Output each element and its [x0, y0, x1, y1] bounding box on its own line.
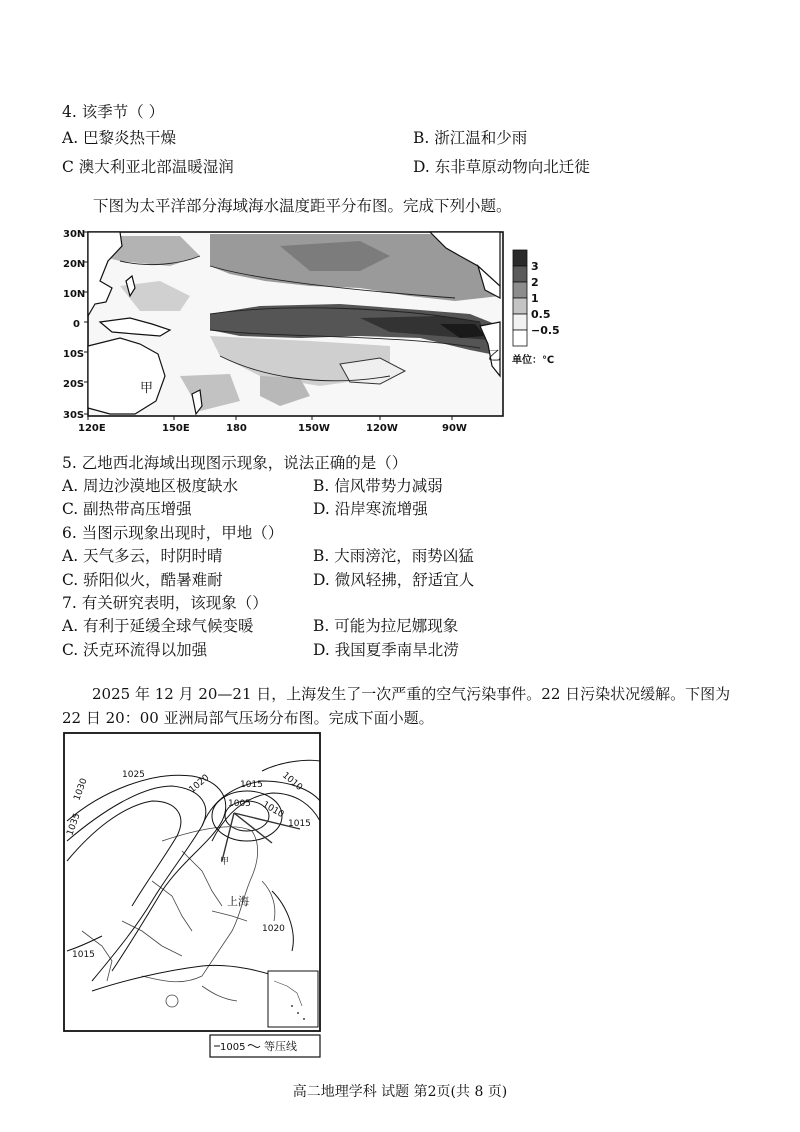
legend-label-1: 1 — [531, 292, 539, 305]
isobar-label-1020-east: 1020 — [262, 924, 285, 934]
legend-swatch-0-5 — [513, 298, 527, 314]
legend-label-0-5: 0.5 — [531, 308, 551, 321]
isobar-label-1015-west: 1015 — [72, 950, 95, 960]
legend-swatch-1 — [513, 282, 527, 298]
isobar-label-1020-north: 1020 — [187, 772, 212, 796]
legend-swatch-neg-0-5 — [513, 314, 527, 330]
q7-option-b[interactable]: B. 可能为拉尼娜现象 — [313, 617, 459, 635]
legend-swatch-3 — [513, 250, 527, 266]
legend-unit: 单位：℃ — [512, 355, 555, 366]
isobar-legend — [210, 1035, 320, 1057]
place-jia: 甲 — [140, 381, 154, 396]
q5-option-b[interactable]: B. 信风带势力减弱 — [313, 477, 443, 495]
lon-label-90w: 90W — [442, 423, 467, 434]
q4-stem: 4. 该季节（ ） — [62, 103, 165, 121]
isobar-label-1010-north: 1010 — [280, 770, 305, 794]
lat-label-10n: 10N — [63, 289, 86, 300]
isobar-label-1035: 1035 — [65, 812, 83, 838]
isobar-label-1015-north: 1015 — [240, 780, 263, 790]
legend-label-neg-0-5: −0.5 — [531, 324, 560, 337]
q4-option-d[interactable]: D. 东非草原动物向北迁徙 — [413, 158, 590, 176]
intro-paragraph-1: 下图为太平洋部分海域海水温度距平分布图。完成下列小题。 — [93, 197, 512, 215]
city-mark-jia: 甲 — [220, 857, 230, 867]
q7-option-d[interactable]: D. 我国夏季南旱北涝 — [313, 641, 459, 659]
south-china-sea-inset — [268, 971, 318, 1027]
legend-swatch-2 — [513, 266, 527, 282]
intro-paragraph-2-line-2: 22 日 20：00 亚洲局部气压场分布图。完成下面小题。 — [62, 709, 434, 727]
sst-anomaly-map — [60, 226, 580, 436]
q6-option-b[interactable]: B. 大雨滂沱，雨势凶猛 — [313, 547, 474, 565]
lon-label-150w: 150W — [298, 423, 330, 434]
lat-label-30n: 30N — [63, 229, 86, 240]
intro-paragraph-2-line-1: 2025 年 12 月 20—21 日，上海发生了一次严重的空气污染事件。22 日污染状况缓解。下图为 — [92, 685, 731, 703]
legend-label-2: 2 — [531, 276, 539, 289]
place-yi: 乙 — [488, 349, 502, 364]
legend-swatch-white — [513, 330, 527, 346]
isobar-label-1015-east: 1015 — [288, 819, 311, 829]
q5-option-a[interactable]: A. 周边沙漠地区极度缺水 — [62, 477, 239, 495]
q4-option-a[interactable]: A. 巴黎炎热干燥 — [62, 129, 177, 147]
legend-isobar-value: 1005 — [220, 1042, 246, 1053]
pressure-field-map — [62, 731, 324, 1061]
q5-option-c[interactable]: C. 副热带高压增强 — [62, 500, 192, 518]
q4-option-b[interactable]: B. 浙江温和少雨 — [413, 129, 528, 147]
q6-option-c[interactable]: C. 骄阳似火，酷暑难耐 — [62, 571, 223, 589]
q7-stem: 7. 有关研究表明，该现象（） — [62, 594, 268, 612]
lat-label-30s: 30S — [63, 410, 85, 421]
lon-label-180: 180 — [226, 423, 247, 434]
city-shanghai: 上海 — [227, 895, 249, 908]
isobar-label-1025: 1025 — [122, 770, 145, 780]
anomaly-legend — [512, 250, 560, 366]
lat-label-20s: 20S — [63, 379, 85, 390]
q6-option-a[interactable]: A. 天气多云，时阴时晴 — [62, 547, 223, 565]
lat-label-20n: 20N — [63, 259, 86, 270]
lat-label-0: 0 — [73, 319, 80, 330]
legend-label-3: 3 — [531, 260, 539, 273]
legend-isobar-text: 等压线 — [264, 1040, 297, 1053]
lat-label-10s: 10S — [63, 349, 85, 360]
lon-label-120e: 120E — [78, 423, 106, 434]
q5-stem: 5. 乙地西北海域出现图示现象，说法正确的是（） — [62, 454, 408, 472]
q5-option-d[interactable]: D. 沿岸寒流增强 — [313, 500, 428, 518]
lon-label-150e: 150E — [162, 423, 190, 434]
q7-option-c[interactable]: C. 沃克环流得以加强 — [62, 641, 208, 659]
isobar-label-1010-inner: 1010 — [260, 799, 286, 821]
q6-stem: 6. 当图示现象出现时，甲地（） — [62, 524, 284, 542]
page-footer: 高二地理学科 试题 第2页(共 8 页) — [292, 1084, 508, 1100]
isobar-label-1030: 1030 — [72, 777, 90, 803]
q6-option-d[interactable]: D. 微风轻拂，舒适宜人 — [313, 571, 475, 589]
lon-label-120w: 120W — [366, 423, 398, 434]
q7-option-a[interactable]: A. 有利于延缓全球气候变暖 — [62, 617, 254, 635]
isobar-label-1005: 1005 — [228, 799, 251, 809]
q4-option-c[interactable]: C 澳大利亚北部温暖湿润 — [62, 158, 234, 176]
